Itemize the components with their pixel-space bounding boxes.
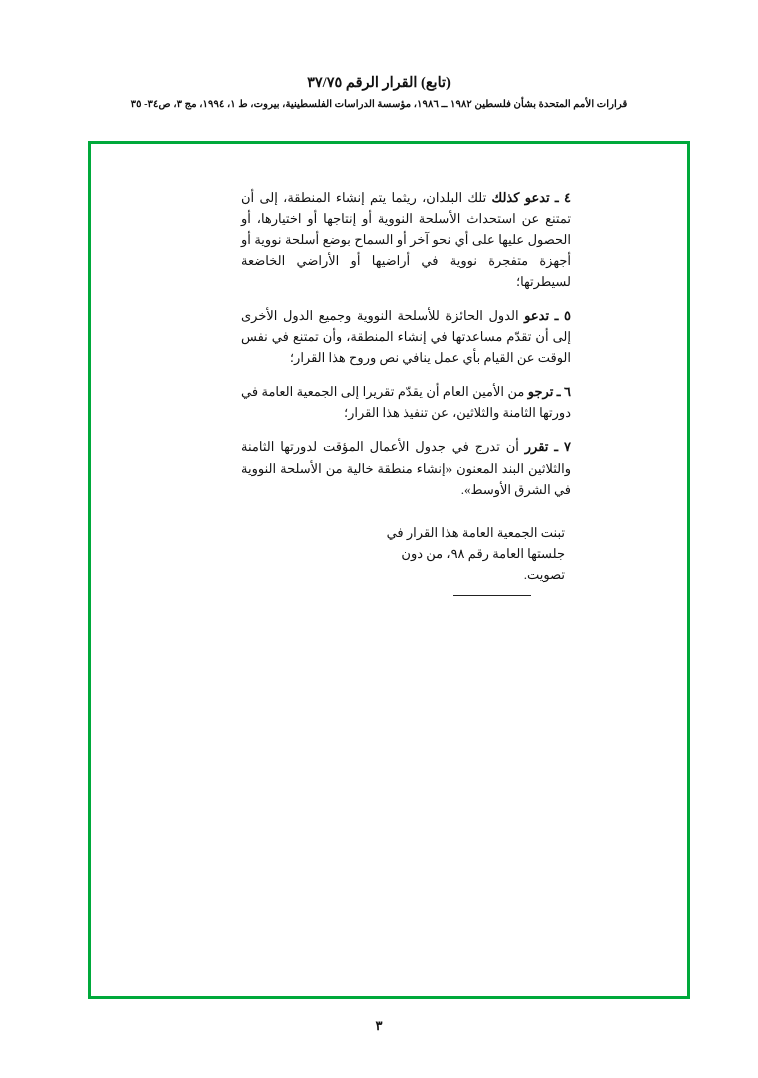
page-number: ٣ bbox=[375, 1018, 383, 1033]
content-frame bbox=[88, 141, 690, 999]
adoption-note-line-3: تصويت. bbox=[523, 566, 565, 582]
paragraph-7-lead: ٧ ـ تقرر bbox=[524, 439, 571, 455]
paragraph-6-text: من الأمين العام أن يقدّم تقريرا إلى الجمعية العامة في دورتها الثامنة والثلاثين، عن تنفيذ هذا القرار؛ bbox=[241, 384, 571, 421]
paragraph-4-lead: ٤ ـ تدعو كذلك bbox=[491, 190, 572, 205]
source-citation: قرارات الأمم المتحدة بشأن فلسطين ١٩٨٢ ــ ١٩٨٦، مؤسسة الدراسات الفلسطينية، بيروت، ط ١، ١٩٩٤، مج ٣، ص٣٤- ٣٥ bbox=[130, 98, 628, 110]
resolution-body bbox=[241, 174, 571, 596]
paragraph-4 bbox=[241, 187, 571, 292]
paragraph-5-lead: ٥ ـ تدعو bbox=[524, 308, 571, 324]
paragraph-4-text: تلك البلدان، ريثما يتم إنشاء المنطقة، إلى أن تمتنع عن استحداث الأسلحة النووية أو إنتاجها أو اختيارها، أو الحصول عليها على أي نحو آخر أو السماح بوضع أسلحة نووية أو أجهزة متفجرة نووية في أراضيها أو الأراضي الخاضعة لسيطرتها؛ bbox=[241, 190, 571, 290]
page-title: (تابع) القرار الرقم ٣٧/٧٥ bbox=[307, 75, 451, 91]
adoption-note bbox=[241, 522, 565, 596]
paragraph-6-lead: ٦ ـ ترجو bbox=[527, 384, 571, 400]
horizontal-rule bbox=[453, 595, 531, 596]
paragraph-6 bbox=[241, 381, 571, 423]
page-header bbox=[0, 74, 758, 112]
paragraph-7-text: أن تدرج في جدول الأعمال المؤقت لدورتها الثامنة والثلاثين البند المعنون «إنشاء منطقة خالية من الأسلحة النووية في الشرق الأوسط». bbox=[241, 439, 571, 497]
adoption-note-line-2: جلستها العامة رقم ٩٨، من دون bbox=[401, 545, 565, 561]
paragraph-5-text: الدول الحائزة للأسلحة النووية وجميع الدول الأخرى إلى أن تقدّم مساعدتها في إنشاء المنطقة، وأن تمتنع في نفس الوقت عن القيام بأي عمل ينافي نص وروح هذا القرار؛ bbox=[241, 308, 571, 366]
paragraph-5 bbox=[241, 305, 571, 368]
paragraph-7 bbox=[241, 436, 571, 499]
adoption-note-line-1: تبنت الجمعية العامة هذا القرار في bbox=[386, 524, 565, 540]
